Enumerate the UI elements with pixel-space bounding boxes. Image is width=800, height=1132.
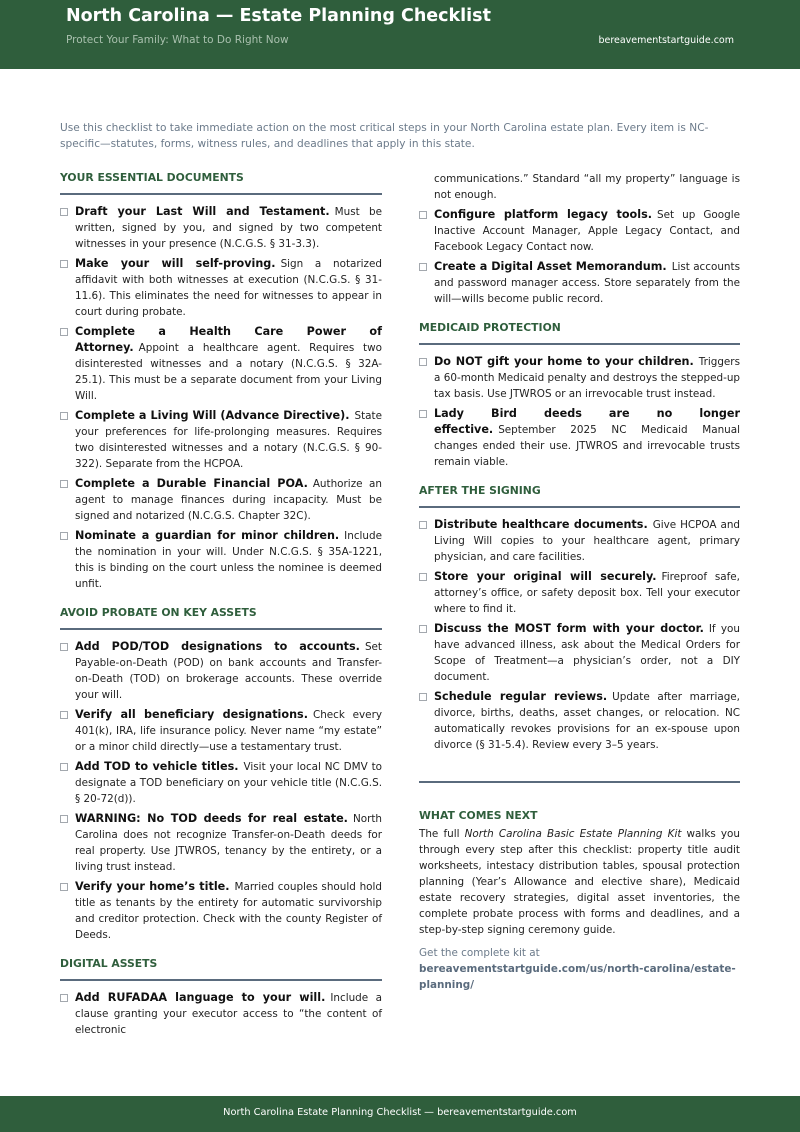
page-header <box>0 0 800 69</box>
kit-name: North Carolina Basic Estate Planning Kit <box>464 828 682 840</box>
checklist-item <box>60 324 382 404</box>
item-text: Authorize an agent to manage finances during incapacity. Must be signed and notarized (N.C.G.S. Chapter 32C). <box>75 478 382 522</box>
checklist-item <box>419 569 740 617</box>
item-heading: Do NOT gift your home to your children. <box>434 355 694 368</box>
section-title-after: AFTER THE SIGNING <box>419 484 740 508</box>
checkbox[interactable] <box>60 711 68 719</box>
item-heading: Schedule regular reviews. <box>434 690 608 703</box>
item-text: North Carolina does not recognize Transfer-on-Death deeds for real property. Use JTWROS, tenancy by the entirety, or a living trust instead. <box>75 813 382 873</box>
checklist-item <box>60 476 382 524</box>
page-footer: North Carolina Estate Planning Checklist — bereavementstartguide.com <box>0 1096 800 1132</box>
checklist-item <box>60 528 382 592</box>
right-column <box>419 171 740 993</box>
checkbox[interactable] <box>419 263 427 271</box>
item-text: Include a clause granting your executor access to “the content of electronic <box>75 992 382 1036</box>
item-text: Appoint a healthcare agent. Requires two disinterested witnesses and a notary (N.C.G.S. § 32A-25.1). This must be a separate document from your Living Will. <box>75 342 382 402</box>
item-heading: Configure platform legacy tools. <box>434 208 652 221</box>
checklist-item <box>60 990 382 1038</box>
section-title-probate: AVOID PROBATE ON KEY ASSETS <box>60 606 382 630</box>
section-title-medicaid: MEDICAID PROTECTION <box>419 321 740 345</box>
checkbox[interactable] <box>419 410 427 418</box>
item-heading: Store your original will securely. <box>434 570 657 583</box>
item-text: September 2025 NC Medicaid Manual changes ended their use. JTWROS and irrevocable trusts remain viable. <box>434 424 740 468</box>
checklist-item <box>419 406 740 470</box>
checklist-item <box>60 408 382 472</box>
checklist-item <box>419 259 740 307</box>
checkbox[interactable] <box>60 994 68 1002</box>
checkbox[interactable] <box>60 643 68 651</box>
page-subtitle: Protect Your Family: What to Do Right Now <box>66 34 289 46</box>
checklist-item <box>60 707 382 755</box>
item-text: Include the nomination in your will. Under N.C.G.S. § 35A-1221, this is binding on the court unless the nominee is deemed unfit. <box>75 530 382 590</box>
checklist-item <box>419 689 740 753</box>
next-description <box>419 826 740 938</box>
item-text: Set Payable-on-Death (POD) on bank accounts and Transfer-on-Death (TOD) on brokerage accounts. These override your will. <box>75 641 382 701</box>
item-heading: Add TOD to vehicle titles. <box>75 760 239 773</box>
checklist-item <box>60 256 382 320</box>
intro-text: Use this checklist to take immediate action on the most critical steps in your North Carolina estate plan. Every item is NC-specific—statutes, forms, witness rules, and deadlines that apply in this state. <box>60 122 709 150</box>
checkbox[interactable] <box>419 358 427 366</box>
divider <box>419 781 740 783</box>
checkbox[interactable] <box>419 693 427 701</box>
kit-label: Get the complete kit at <box>419 947 540 959</box>
checkbox[interactable] <box>60 208 68 216</box>
checkbox[interactable] <box>60 883 68 891</box>
checklist-item <box>60 811 382 875</box>
checklist-item <box>419 621 740 685</box>
checkbox[interactable] <box>60 260 68 268</box>
item-heading: Verify your home’s title. <box>75 880 230 893</box>
item-text: If you have advanced illness, ask about the Medical Orders for Scope of Treatment—a physician’s order, not a DIY document. <box>434 623 740 683</box>
checkbox[interactable] <box>419 211 427 219</box>
checklist-item <box>60 879 382 943</box>
item-heading: Discuss the MOST form with your doctor. <box>434 622 704 635</box>
checkbox[interactable] <box>60 532 68 540</box>
checkbox[interactable] <box>60 815 68 823</box>
section-title-digital: DIGITAL ASSETS <box>60 957 382 981</box>
section-title-essential: YOUR ESSENTIAL DOCUMENTS <box>60 171 382 195</box>
next-text-post: walks you through every step after this checklist: property title audit worksheets, intestacy distribution tables, spousal protection planning (Year’s Allowance and elective share), Medicaid estate recovery strategies, digital asset inventories, the complete probate process with forms and deadlines, and a step-by-step signing ceremony guide. <box>419 828 740 936</box>
next-text-pre: The full <box>419 828 465 840</box>
item-text: Check every 401(k), IRA, life insurance policy. Never name “my estate” or a minor child directly—use a testamentary trust. <box>75 709 383 753</box>
item-text: Fireproof safe, attorney’s office, or safety deposit box. Tell your executor where to find it. <box>434 571 740 615</box>
item-heading: Add POD/TOD designations to accounts. <box>75 640 360 653</box>
checkbox[interactable] <box>419 573 427 581</box>
item-text: Sign a notarized affidavit with both witnesses at execution (N.C.G.S. § 31-11.6). This eliminates the need for witnesses to appear in court during probate. <box>75 258 382 318</box>
item-text: Visit your local NC DMV to designate a TOD beneficiary on your vehicle title (N.C.G.S. § 20-72(d)). <box>75 761 382 805</box>
left-column <box>60 171 382 1042</box>
item-heading: Distribute healthcare documents. <box>434 518 648 531</box>
item-heading: WARNING: No TOD deeds for real estate. <box>75 812 348 825</box>
checkbox[interactable] <box>60 412 68 420</box>
checklist-item <box>60 759 382 807</box>
item-heading: Make your will self-proving. <box>75 257 276 270</box>
item-text: State your preferences for life-prolonging measures. Requires two disinterested witnesses and a notary (N.C.G.S. § 90-322). Separate from the HCPOA. <box>75 410 382 470</box>
section-title-next: WHAT COMES NEXT <box>419 809 538 822</box>
checklist-item <box>60 639 382 703</box>
checklist-item <box>60 204 382 252</box>
checklist-item <box>419 354 740 402</box>
checkbox[interactable] <box>60 763 68 771</box>
item-text: Update after marriage, divorce, births, deaths, asset changes, or relocation. NC automatically revokes provisions for an ex-spouse upon divorce (§ 31-5.4). Review every 3–5 years. <box>434 691 740 751</box>
item-heading: Complete a Living Will (Advance Directive). <box>75 409 350 422</box>
item-text: Set up Google Inactive Account Manager, Apple Legacy Contact, and Facebook Legacy Contact now. <box>434 209 740 253</box>
item-text: Must be written, signed by you, and signed by two competent witnesses in your presence (N.C.G.S. § 31-3.3). <box>75 206 382 250</box>
item-heading: Draft your Last Will and Testament. <box>75 205 330 218</box>
checklist-item <box>419 517 740 565</box>
header-site: bereavementstartguide.com <box>598 35 734 46</box>
item-heading: Verify all beneficiary designations. <box>75 708 308 721</box>
item-heading: Add RUFADAA language to your will. <box>75 991 326 1004</box>
item-continuation: communications.” Standard “all my property” language is not enough. <box>434 173 740 201</box>
checklist-item <box>419 207 740 255</box>
item-heading: Create a Digital Asset Memorandum. <box>434 260 667 273</box>
item-text: List accounts and password manager access. Store separately from the will—wills become public record. <box>434 261 741 305</box>
checkbox[interactable] <box>419 521 427 529</box>
item-text: Give HCPOA and Living Will copies to your healthcare agent, primary physician, and care facilities. <box>434 519 740 563</box>
item-heading: Complete a Health Care Power of Attorney. <box>75 325 382 354</box>
kit-link[interactable]: bereavementstartguide.com/us/north-carolina/estate-planning/ <box>419 963 736 991</box>
checkbox[interactable] <box>60 480 68 488</box>
item-heading: Nominate a guardian for minor children. <box>75 529 340 542</box>
checkbox[interactable] <box>60 328 68 336</box>
item-text: Triggers a 60-month Medicaid penalty and destroys the stepped-up tax basis. Use JTWROS or an irrevocable trust instead. <box>434 356 740 400</box>
page-title: North Carolina — Estate Planning Checklist <box>66 6 491 26</box>
item-heading: Complete a Durable Financial POA. <box>75 477 308 490</box>
item-text: Married couples should hold title as tenants by the entirety for automatic survivorship and creditor protection. Check with the county Register of Deeds. <box>75 881 382 941</box>
item-heading: Lady Bird deeds are no longer effective. <box>434 407 740 436</box>
checkbox[interactable] <box>419 625 427 633</box>
